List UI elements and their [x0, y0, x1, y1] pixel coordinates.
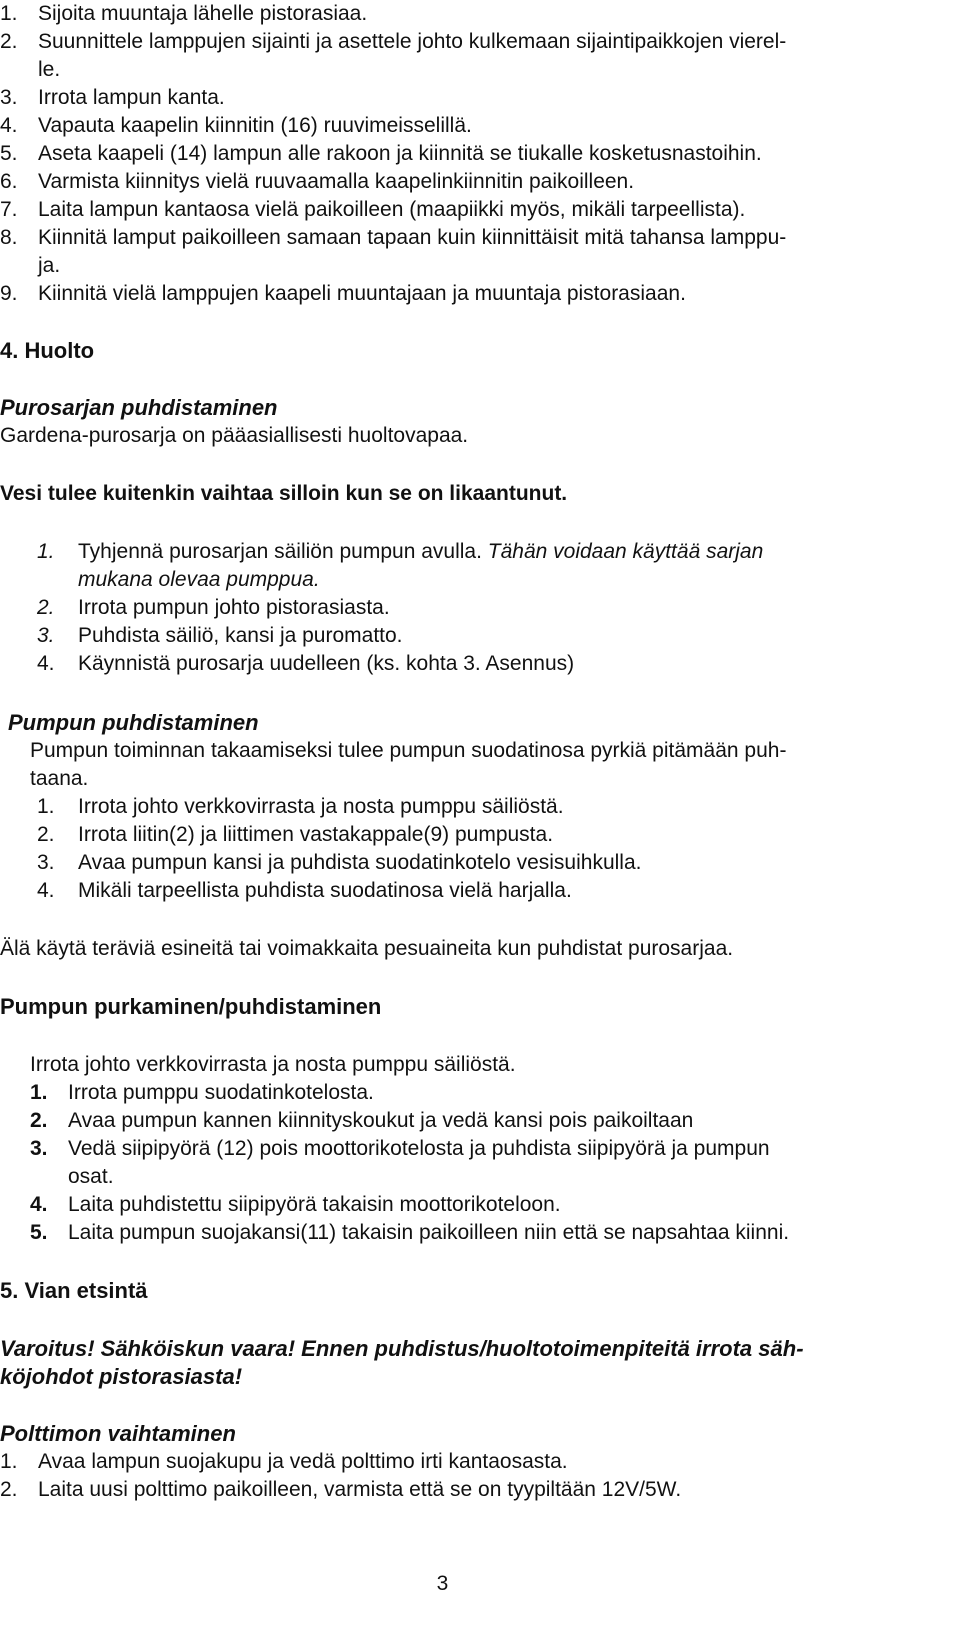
subheading-purkaminen: Pumpun purkaminen/puhdistaminen — [0, 994, 382, 1019]
paragraph: Gardena-purosarja on pääasiallisesti huoltovapaa. — [0, 424, 469, 447]
paragraph-continuation: taana. — [30, 767, 89, 790]
paragraph: Irrota johto verkkovirrasta ja nosta pumppu säiliöstä. — [30, 1053, 516, 1076]
paragraph: Pumpun toiminnan takaamiseksi tulee pumpun suodatinosa pyrkiä pitämään puh- — [30, 739, 787, 762]
subheading-polttimo: Polttimon vaihtaminen — [0, 1421, 236, 1446]
section-title-huolto: 4. Huolto — [0, 338, 95, 363]
document-page: 1. Sijoita muuntaja lähelle pistorasiaa. 2. Suunnittele lamppujen sijainti ja asettele johto kulkemaan sijaintipaikkojen vierel- le. 3. Irrota lampun kanta. 4. Vapauta kaapelin kiinnitin (16) ruuvimeisselillä. 5. Aseta kaapeli (14) lampun alle rakoon ja kiinnitä se tiukalle kosketusnastoihin. 6. Varmista kiinnitys vielä ruuvaamalla kaapelinkiinnitin paikoilleen. 7. Laita lampun kantaosa vielä paikoilleen (maapiikki myös, mikäli tarpeellista). 8. Kiinnitä lamput paikoilleen samaan tapaan kuin kiinnittäisit mitä tahansa lamppu- ja. 9. Kiinnitä vielä lamppujen kaapeli muuntajaan ja muuntaja pistorasiaan. 4. Huolto Purosarjan puhdistaminen Gardena-purosarja on pääasiallisesti huoltovapaa. Vesi tulee kuitenkin vaihtaa silloin kun se on likaantunut. 1. Tyhjennä purosarjan säiliön pumpun avulla. Tähän voidaan käyttää sarjan mukana olevaa pumppua. 2. Irrota pumpun johto pistorasiasta. 3. Puhdista säiliö, kansi ja puromatto. 4. Käynnistä purosarja uudelleen (ks. kohta 3. Asennus) Pumpun puhdistaminen Pumpun toiminnan takaamiseksi tulee pumpun suodatinosa pyrkiä pitämään puh- taana. 1. Irrota johto verkkovirrasta ja nosta pumppu säiliöstä. 2. Irrota liitin(2) ja liittimen vastakappale(9) pumpusta. 3. Avaa pumpun kansi ja puhdista suodatinkotelo vesisuihkulla. 4. Mikäli tarpeellista puhdista suodatinosa vielä harjalla. Älä käytä teräviä esineitä tai voimakkaita pesuaineita kun puhdistat purosarjaa. Pumpun purkaminen/puhdistaminen Irrota johto verkkovirrasta ja nosta pumppu säiliöstä. 1. Irrota pumppu suodatinkotelosta. 2. Avaa pumpun kannen kiinnityskoukut ja vedä kansi pois paikoiltaan 3. Vedä siipipyörä (12) pois moottorikotelosta ja puhdista siipipyörä ja pumpun osat. 4. Laita puhdistettu siipipyörä takaisin moottorikoteloon. 5. Laita pumpun suojakansi(11) takaisin paikoilleen niin että se napsahtaa kiinni. 5. Vian etsintä Varoitus! Sähköiskun vaara! Ennen puhdistus/huoltotoimenpiteitä irrota säh- köjohdot pistorasiasta! Polttimon vaihtaminen 1. Avaa lampun suojakupu ja vedä polttimo irti kantaosasta. 2. Laita uusi polttimo paikoilleen, varmista että se on tyypiltään 12V/5W. 3 — [0, 0, 960, 1626]
caution-paragraph: Älä käytä teräviä esineitä tai voimakkaita pesuaineita kun puhdistat purosarjaa. — [0, 937, 734, 960]
subheading-purosarja: Purosarjan puhdistaminen — [0, 395, 278, 420]
subheading-pumppu: Pumpun puhdistaminen — [8, 710, 259, 735]
electric-shock-warning: Varoitus! Sähköiskun vaara! Ennen puhdistus/huoltotoimenpiteitä irrota säh- — [0, 1336, 804, 1361]
bold-note: Vesi tulee kuitenkin vaihtaa silloin kun se on likaantunut. — [0, 482, 568, 505]
section-title-vian-etsinta: 5. Vian etsintä — [0, 1278, 148, 1303]
electric-shock-warning-continuation: köjohdot pistorasiasta! — [0, 1364, 243, 1389]
page-number: 3 — [436, 1572, 449, 1595]
